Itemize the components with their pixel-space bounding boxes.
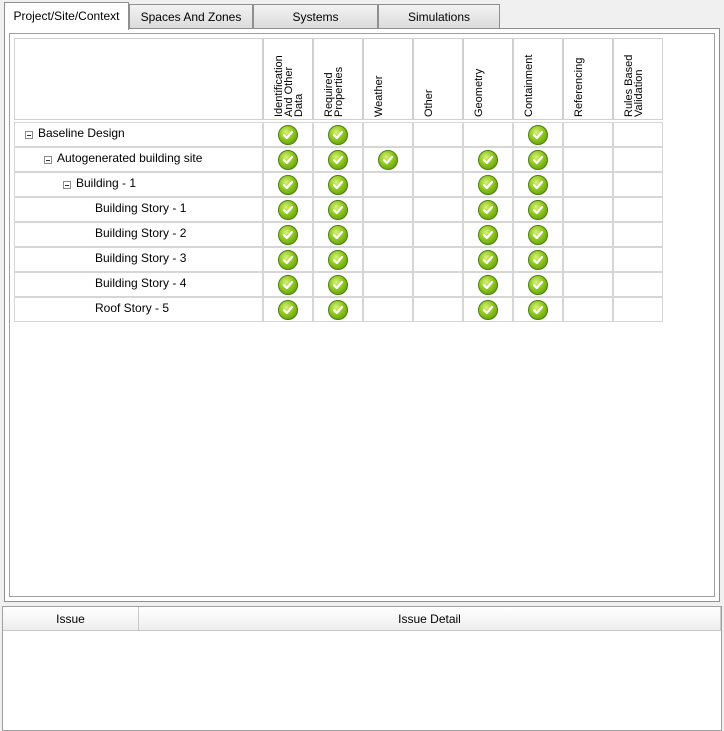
column-header-label: Rules Based Validation — [623, 54, 645, 117]
green-check-circle-icon — [278, 125, 298, 145]
column-header-containment[interactable] — [513, 38, 563, 120]
green-check-circle-icon — [278, 300, 298, 320]
status-cell[interactable] — [513, 272, 563, 297]
status-cell[interactable] — [463, 147, 513, 172]
tab-spaces-and-zones[interactable]: Spaces And Zones — [129, 4, 253, 28]
status-cell[interactable] — [413, 147, 463, 172]
status-cell[interactable] — [263, 172, 313, 197]
status-cell[interactable] — [263, 247, 313, 272]
column-header-label: Required Properties — [323, 66, 345, 117]
status-cell[interactable] — [363, 272, 413, 297]
green-check-circle-icon — [478, 250, 498, 270]
status-cell[interactable] — [263, 222, 313, 247]
status-cell[interactable] — [263, 122, 313, 147]
status-cell[interactable] — [563, 247, 613, 272]
status-cell[interactable] — [613, 222, 663, 247]
status-cell[interactable] — [463, 297, 513, 322]
tree-row-label: Building Story - 2 — [95, 226, 187, 240]
status-cell[interactable] — [263, 272, 313, 297]
status-cell[interactable] — [513, 297, 563, 322]
column-header-required-properties[interactable] — [313, 38, 363, 120]
green-check-circle-icon — [478, 150, 498, 170]
green-check-circle-icon — [528, 150, 548, 170]
column-header-weather[interactable] — [363, 38, 413, 120]
issue-column-header[interactable]: Issue — [3, 607, 139, 631]
status-cell[interactable] — [563, 147, 613, 172]
tree-row[interactable] — [14, 272, 263, 297]
status-cell[interactable] — [413, 172, 463, 197]
status-cell[interactable] — [263, 147, 313, 172]
status-cell[interactable] — [513, 222, 563, 247]
status-cell[interactable] — [313, 122, 363, 147]
column-header-label: Other — [423, 89, 435, 117]
issues-panel — [2, 606, 722, 731]
tree-row[interactable] — [14, 247, 263, 272]
tab-project-site-context[interactable]: Project/Site/Context — [4, 2, 129, 30]
collapse-minus-icon[interactable] — [44, 156, 52, 164]
column-header-geometry[interactable] — [463, 38, 513, 120]
status-cell[interactable] — [413, 197, 463, 222]
tree-row[interactable] — [14, 222, 263, 247]
status-cell[interactable] — [463, 247, 513, 272]
green-check-circle-icon — [278, 250, 298, 270]
green-check-circle-icon — [528, 125, 548, 145]
tree-row-label: Autogenerated building site — [57, 151, 203, 165]
tab-systems[interactable]: Systems — [253, 4, 378, 28]
status-cell[interactable] — [613, 247, 663, 272]
green-check-circle-icon — [278, 200, 298, 220]
status-cell[interactable] — [413, 222, 463, 247]
status-cell[interactable] — [613, 297, 663, 322]
status-cell[interactable] — [613, 147, 663, 172]
green-check-circle-icon — [378, 150, 398, 170]
status-cell[interactable] — [313, 272, 363, 297]
status-cell[interactable] — [513, 122, 563, 147]
green-check-circle-icon — [328, 225, 348, 245]
status-cell[interactable] — [363, 147, 413, 172]
status-cell[interactable] — [313, 297, 363, 322]
green-check-circle-icon — [278, 150, 298, 170]
green-check-circle-icon — [328, 275, 348, 295]
status-cell[interactable] — [513, 197, 563, 222]
status-cell[interactable] — [563, 172, 613, 197]
green-check-circle-icon — [528, 225, 548, 245]
status-cell[interactable] — [313, 222, 363, 247]
tree-row-label: Building Story - 1 — [95, 201, 187, 215]
status-cell[interactable] — [263, 197, 313, 222]
tree-row-label: Building Story - 4 — [95, 276, 187, 290]
green-check-circle-icon — [528, 250, 548, 270]
green-check-circle-icon — [528, 200, 548, 220]
column-header-other[interactable] — [413, 38, 463, 120]
green-check-circle-icon — [278, 275, 298, 295]
green-check-circle-icon — [328, 250, 348, 270]
green-check-circle-icon — [478, 200, 498, 220]
status-cell[interactable] — [413, 122, 463, 147]
status-cell[interactable] — [563, 222, 613, 247]
tree-row[interactable] — [14, 147, 263, 172]
green-check-circle-icon — [478, 175, 498, 195]
issue-detail-column-header[interactable]: Issue Detail — [139, 607, 721, 631]
tree-row[interactable] — [14, 122, 263, 147]
status-cell[interactable] — [463, 272, 513, 297]
column-header-label: Containment — [523, 54, 535, 117]
status-cell[interactable] — [263, 297, 313, 322]
status-cell[interactable] — [313, 247, 363, 272]
green-check-circle-icon — [478, 300, 498, 320]
status-cell[interactable] — [463, 197, 513, 222]
status-cell[interactable] — [413, 247, 463, 272]
status-cell[interactable] — [363, 172, 413, 197]
status-cell[interactable] — [563, 272, 613, 297]
green-check-circle-icon — [528, 275, 548, 295]
tab-strip — [4, 2, 724, 29]
status-cell[interactable] — [413, 272, 463, 297]
tree-row[interactable] — [14, 172, 263, 197]
green-check-circle-icon — [328, 175, 348, 195]
design-alternative-column-header[interactable] — [14, 38, 263, 120]
tree-row-label: Baseline Design — [38, 126, 125, 140]
collapse-minus-icon[interactable] — [25, 131, 33, 139]
status-cell[interactable] — [613, 122, 663, 147]
green-check-circle-icon — [328, 150, 348, 170]
status-cell[interactable] — [463, 222, 513, 247]
tab-panel — [4, 28, 720, 602]
column-header-label: Identification And Other Data — [273, 55, 305, 117]
status-cell[interactable] — [363, 222, 413, 247]
status-cell[interactable] — [613, 172, 663, 197]
column-header-rules-based-validation[interactable] — [613, 38, 663, 120]
green-check-circle-icon — [528, 300, 548, 320]
green-check-circle-icon — [328, 300, 348, 320]
status-cell[interactable] — [363, 247, 413, 272]
green-check-circle-icon — [528, 175, 548, 195]
validation-grid-area[interactable] — [9, 33, 715, 597]
green-check-circle-icon — [278, 175, 298, 195]
status-cell[interactable] — [613, 272, 663, 297]
status-cell[interactable] — [513, 172, 563, 197]
collapse-minus-icon[interactable] — [63, 181, 71, 189]
green-check-circle-icon — [478, 225, 498, 245]
status-cell[interactable] — [613, 197, 663, 222]
green-check-circle-icon — [478, 275, 498, 295]
status-cell[interactable] — [463, 122, 513, 147]
green-check-circle-icon — [278, 225, 298, 245]
column-header-identification-and-other-data[interactable] — [263, 38, 313, 120]
status-cell[interactable] — [463, 172, 513, 197]
status-cell[interactable] — [563, 122, 613, 147]
status-cell[interactable] — [363, 297, 413, 322]
status-cell[interactable] — [313, 172, 363, 197]
status-cell[interactable] — [513, 247, 563, 272]
column-header-label: Referencing — [573, 57, 585, 117]
status-cell[interactable] — [563, 197, 613, 222]
tree-row-label: Building Story - 3 — [95, 251, 187, 265]
tree-row-label: Roof Story - 5 — [95, 301, 170, 315]
column-header-referencing[interactable] — [563, 38, 613, 120]
status-cell[interactable] — [313, 197, 363, 222]
column-header-label — [210, 38, 230, 39]
tab-simulations[interactable]: Simulations — [378, 4, 500, 28]
status-cell[interactable] — [363, 197, 413, 222]
tree-row[interactable] — [14, 297, 263, 322]
status-cell[interactable] — [563, 297, 613, 322]
status-cell[interactable] — [513, 147, 563, 172]
tree-row[interactable] — [14, 197, 263, 222]
green-check-circle-icon — [328, 125, 348, 145]
status-cell[interactable] — [363, 122, 413, 147]
status-cell[interactable] — [313, 147, 363, 172]
column-header-label: Weather — [373, 75, 385, 117]
green-check-circle-icon — [328, 200, 348, 220]
tree-row-label: Building - 1 — [76, 176, 137, 190]
column-header-label: Geometry — [473, 68, 485, 117]
status-cell[interactable] — [413, 297, 463, 322]
